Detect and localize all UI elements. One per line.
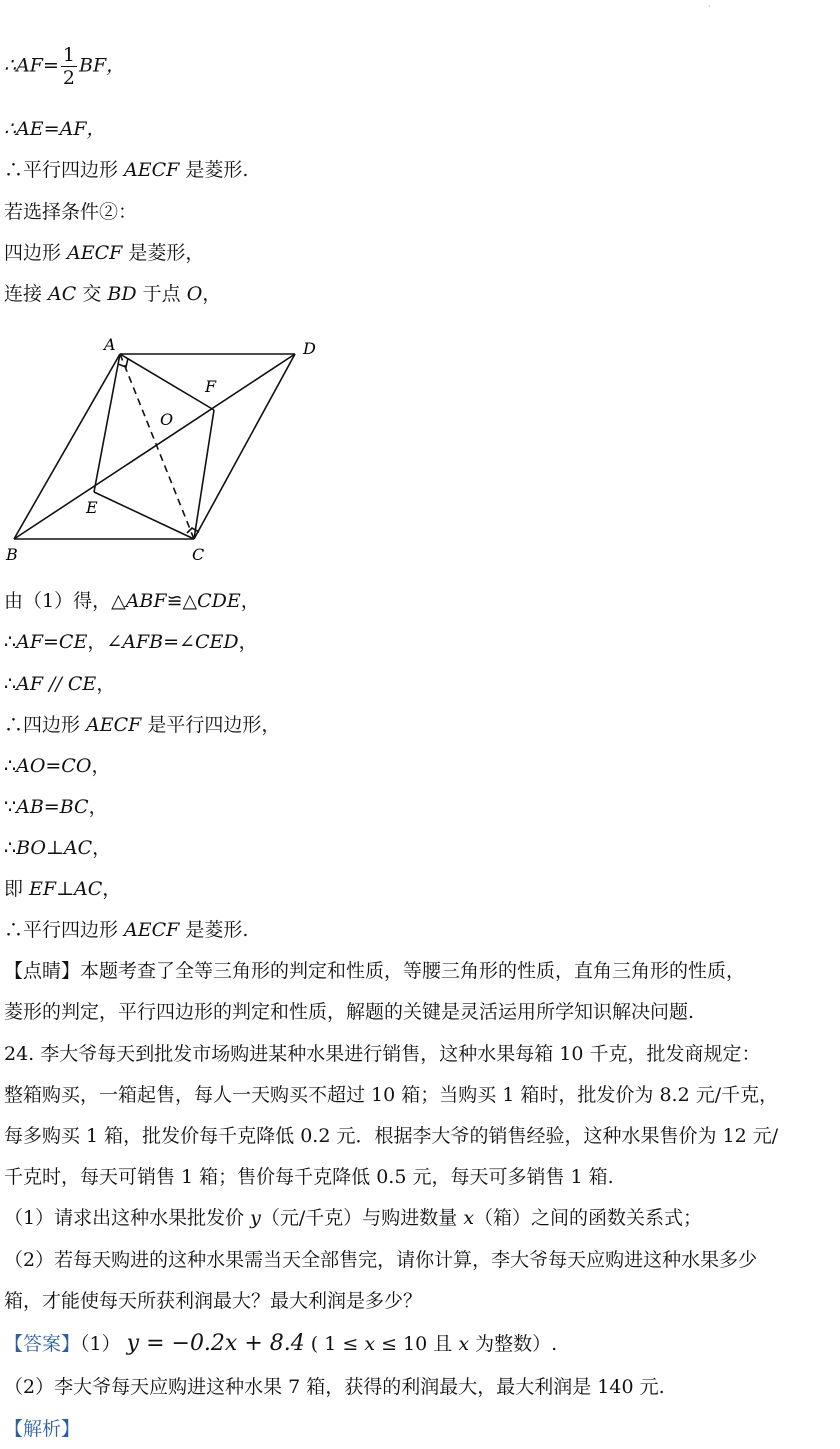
dashed-diagonal-ac — [120, 354, 194, 539]
proof-line-13: ∴BO⊥AC， — [4, 837, 112, 859]
proof-line-1: ∴AF= $\frac{1}{2}$ BF， — [4, 44, 126, 89]
fraction-one-half: $\frac{1}{2}$ — [62, 44, 76, 89]
proof-line-3: ∴平行四边形 AECF 是菱形. — [4, 159, 249, 181]
question-24-line-2: 整箱购买，一箱起售，每人一天购买不超过 10 箱；当购买 1 箱时，批发价为 8.2 元/千克， — [4, 1084, 779, 1106]
question-24-part-2: （2）若每天购进的这种水果需当天全部售完，请你计算，李大爷每天应购进这种水果多少 — [4, 1249, 758, 1271]
question-24-line-4: 千克时，每天可销售 1 箱；售价每千克降低 0.5 元，每天可多销售 1 箱. — [4, 1166, 614, 1188]
proof-line-8: ∴AF=CE，∠AFB=∠CED， — [4, 631, 258, 653]
question-24-line-3: 每多购买 1 箱，批发价每千克降低 0.2 元．根据李大爷的销售经验，这种水果售价为 12 元/ — [4, 1125, 779, 1147]
analysis-tag: 【解析】 — [4, 1418, 81, 1440]
label-d: D — [303, 339, 316, 358]
condition-2-heading: 若选择条件②： — [4, 201, 138, 223]
proof-line-2: ∴AE=AF， — [4, 118, 106, 140]
proof-line-7: 由（1）得，△ABF≌△CDE， — [4, 590, 260, 612]
question-24-line-1: 24. 李大爷每天到批发市场购进某种水果进行销售，这种水果每箱 10 千克，批发商规定： — [4, 1043, 761, 1065]
proof-line-12: ∵AB=BC， — [4, 796, 108, 818]
label-e: E — [86, 498, 98, 517]
question-24-part-1: （1）请求出这种水果批发价 y（元/千克）与购进数量 x（箱）之间的函数关系式； — [4, 1207, 703, 1229]
answer-formula: y = −0.2x + 8.4 — [126, 1331, 305, 1356]
answer-tag: 【答案】 — [4, 1333, 81, 1355]
corner-mark: · — [708, 2, 711, 11]
proof-line-5: 四边形 AECF 是菱形， — [4, 242, 205, 264]
proof-line-14: 即 EF⊥AC， — [4, 878, 122, 900]
comment-line-2: 菱形的判定，平行四边形的判定和性质，解题的关键是灵活运用所学知识解决问题. — [4, 1001, 695, 1023]
label-a: A — [104, 335, 116, 354]
segment-ba — [14, 354, 120, 539]
proof-line-6: 连接 AC 交 BD 于点 O， — [4, 283, 222, 305]
question-24-part-2-cont: 箱，才能使每天所获利润最大？最大利润是多少？ — [4, 1290, 423, 1312]
proof-line-11: ∴AO=CO， — [4, 755, 111, 777]
answer-line-2: （2）李大爷每天应购进这种水果 7 箱，获得的利润最大，最大利润是 140 元. — [4, 1376, 665, 1398]
parallelogram-figure — [0, 330, 340, 570]
comment-line-1: 【点睛】本题考查了全等三角形的判定和性质，等腰三角形的性质，直角三角形的性质， — [4, 960, 746, 982]
segment-af — [120, 354, 214, 410]
diagonal-bd — [14, 354, 295, 539]
label-o: O — [160, 410, 174, 429]
answer-line-1: 【答案】（1） y = −0.2x + 8.4 ( 1 ≤ x ≤ 10 且 x 为整数）. — [4, 1331, 558, 1356]
label-c: C — [192, 545, 205, 564]
proof-line-10: ∴四边形 AECF 是平行四边形， — [4, 714, 281, 736]
segment-ec — [94, 492, 194, 539]
label-f: F — [205, 377, 217, 396]
label-b: B — [6, 545, 18, 564]
proof-line-15: ∴平行四边形 AECF 是菱形. — [4, 919, 249, 941]
proof-line-9: ∴AF // CE， — [4, 673, 116, 695]
